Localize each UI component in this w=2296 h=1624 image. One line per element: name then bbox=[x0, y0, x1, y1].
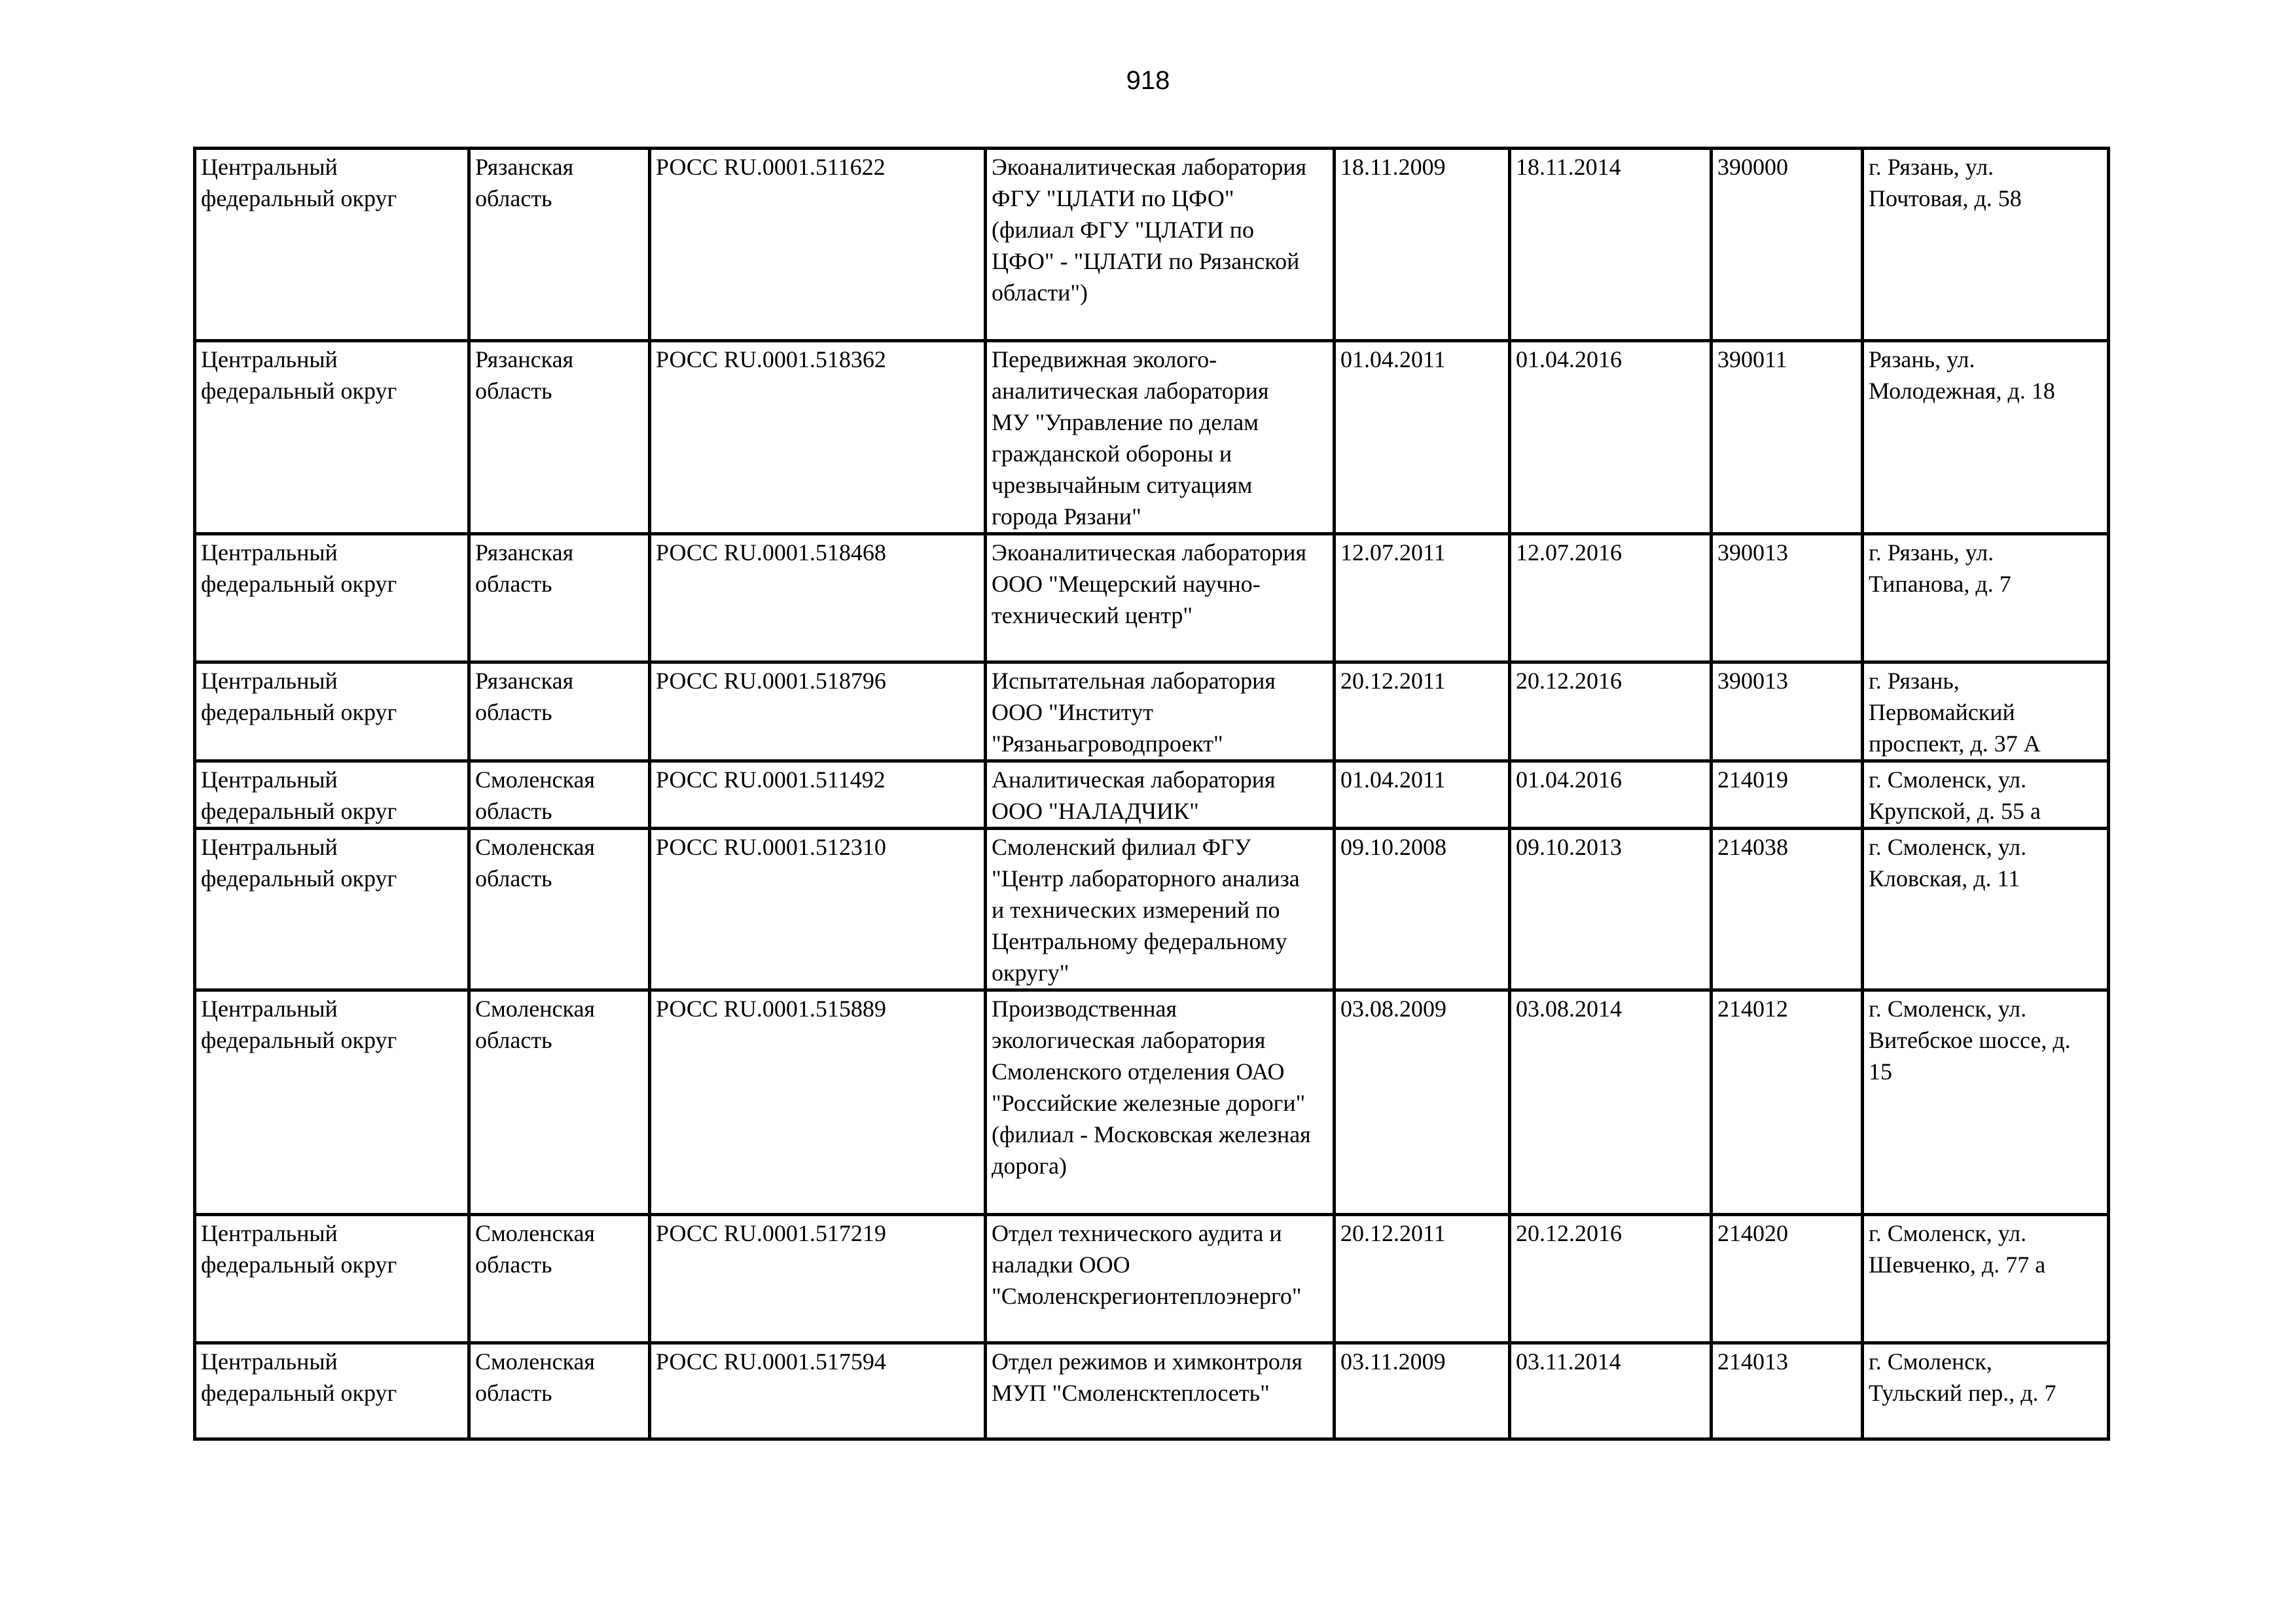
laboratory-name-cell: Экоаналитическая лаборатория ФГУ "ЦЛАТИ по ЦФО" (филиал ФГУ "ЦЛАТИ по ЦФО" - "ЦЛАТИ по Рязанской области") bbox=[986, 149, 1335, 341]
table-row bbox=[195, 534, 2109, 662]
page-number: 918 bbox=[1126, 66, 1170, 95]
laboratory-name-cell: Смоленский филиал ФГУ "Центр лабораторного анализа и технических измерений по Центральному федеральному округу" bbox=[986, 829, 1335, 990]
region-cell: Рязанская область bbox=[469, 149, 650, 341]
certificate-cell: РОСС RU.0001.517594 bbox=[650, 1343, 986, 1439]
table-row bbox=[195, 341, 2109, 534]
expiry-date-cell: 20.12.2016 bbox=[1510, 662, 1712, 761]
laboratory-name-cell: Производственная экологическая лаборатория Смоленского отделения ОАО "Российские железные дороги" (филиал - Московская железная дорога) bbox=[986, 990, 1335, 1215]
expiry-date-cell: 12.07.2016 bbox=[1510, 534, 1712, 662]
table-row bbox=[195, 829, 2109, 990]
postcode-cell: 390011 bbox=[1712, 341, 1863, 534]
region-cell: Рязанская область bbox=[469, 341, 650, 534]
table-row bbox=[195, 662, 2109, 761]
region-cell: Смоленская область bbox=[469, 829, 650, 990]
region-cell: Смоленская область bbox=[469, 1343, 650, 1439]
expiry-date-cell: 03.11.2014 bbox=[1510, 1343, 1712, 1439]
laboratory-name-cell: Экоаналитическая лаборатория ООО "Мещерский научно- технический центр" bbox=[986, 534, 1335, 662]
certificate-cell: РОСС RU.0001.518796 bbox=[650, 662, 986, 761]
laboratory-name-cell: Отдел режимов и химконтроля МУП "Смоленсктеплосеть" bbox=[986, 1343, 1335, 1439]
table-row bbox=[195, 149, 2109, 341]
issue-date-cell: 03.11.2009 bbox=[1335, 1343, 1510, 1439]
issue-date-cell: 01.04.2011 bbox=[1335, 341, 1510, 534]
address-cell: г. Смоленск, ул. Кловская, д. 11 bbox=[1863, 829, 2109, 990]
certificate-cell: РОСС RU.0001.518468 bbox=[650, 534, 986, 662]
address-cell: г. Смоленск, ул. Шевченко, д. 77 а bbox=[1863, 1215, 2109, 1343]
issue-date-cell: 18.11.2009 bbox=[1335, 149, 1510, 341]
district-cell: Центральный федеральный округ bbox=[195, 829, 469, 990]
district-cell: Центральный федеральный округ bbox=[195, 662, 469, 761]
issue-date-cell: 12.07.2011 bbox=[1335, 534, 1510, 662]
address-cell: г. Рязань, Первомайский проспект, д. 37 А bbox=[1863, 662, 2109, 761]
laboratory-name-cell: Передвижная эколого- аналитическая лаборатория МУ "Управление по делам гражданской обороны и чрезвычайным ситуациям города Рязани" bbox=[986, 341, 1335, 534]
expiry-date-cell: 01.04.2016 bbox=[1510, 341, 1712, 534]
region-cell: Рязанская область bbox=[469, 534, 650, 662]
table-row bbox=[195, 990, 2109, 1215]
table-row bbox=[195, 1215, 2109, 1343]
address-cell: Рязань, ул. Молодежная, д. 18 bbox=[1863, 341, 2109, 534]
region-cell: Смоленская область bbox=[469, 761, 650, 829]
postcode-cell: 390000 bbox=[1712, 149, 1863, 341]
expiry-date-cell: 09.10.2013 bbox=[1510, 829, 1712, 990]
address-cell: г. Смоленск, Тульский пер., д. 7 bbox=[1863, 1343, 2109, 1439]
postcode-cell: 390013 bbox=[1712, 662, 1863, 761]
district-cell: Центральный федеральный округ bbox=[195, 1343, 469, 1439]
postcode-cell: 214038 bbox=[1712, 829, 1863, 990]
postcode-cell: 214020 bbox=[1712, 1215, 1863, 1343]
district-cell: Центральный федеральный округ bbox=[195, 1215, 469, 1343]
district-cell: Центральный федеральный округ bbox=[195, 149, 469, 341]
certificate-cell: РОСС RU.0001.518362 bbox=[650, 341, 986, 534]
expiry-date-cell: 18.11.2014 bbox=[1510, 149, 1712, 341]
certificate-cell: РОСС RU.0001.515889 bbox=[650, 990, 986, 1215]
region-cell: Смоленская область bbox=[469, 1215, 650, 1343]
table-row bbox=[195, 761, 2109, 829]
issue-date-cell: 03.08.2009 bbox=[1335, 990, 1510, 1215]
district-cell: Центральный федеральный округ bbox=[195, 534, 469, 662]
address-cell: г. Рязань, ул. Типанова, д. 7 bbox=[1863, 534, 2109, 662]
certificate-cell: РОСС RU.0001.517219 bbox=[650, 1215, 986, 1343]
expiry-date-cell: 03.08.2014 bbox=[1510, 990, 1712, 1215]
expiry-date-cell: 01.04.2016 bbox=[1510, 761, 1712, 829]
district-cell: Центральный федеральный округ bbox=[195, 990, 469, 1215]
postcode-cell: 214012 bbox=[1712, 990, 1863, 1215]
issue-date-cell: 01.04.2011 bbox=[1335, 761, 1510, 829]
region-cell: Рязанская область bbox=[469, 662, 650, 761]
address-cell: г. Смоленск, ул. Витебское шоссе, д. 15 bbox=[1863, 990, 2109, 1215]
district-cell: Центральный федеральный округ bbox=[195, 761, 469, 829]
table-row bbox=[195, 1343, 2109, 1439]
laboratory-name-cell: Отдел технического аудита и наладки ООО "Смоленскрегионтеплоэнерго" bbox=[986, 1215, 1335, 1343]
certificate-cell: РОСС RU.0001.512310 bbox=[650, 829, 986, 990]
certificate-cell: РОСС RU.0001.511492 bbox=[650, 761, 986, 829]
address-cell: г. Рязань, ул. Почтовая, д. 58 bbox=[1863, 149, 2109, 341]
issue-date-cell: 09.10.2008 bbox=[1335, 829, 1510, 990]
address-cell: г. Смоленск, ул. Крупской, д. 55 а bbox=[1863, 761, 2109, 829]
expiry-date-cell: 20.12.2016 bbox=[1510, 1215, 1712, 1343]
region-cell: Смоленская область bbox=[469, 990, 650, 1215]
issue-date-cell: 20.12.2011 bbox=[1335, 662, 1510, 761]
laboratory-name-cell: Испытательная лаборатория ООО "Институт "Рязаньагроводпроект" bbox=[986, 662, 1335, 761]
certificate-cell: РОСС RU.0001.511622 bbox=[650, 149, 986, 341]
district-cell: Центральный федеральный округ bbox=[195, 341, 469, 534]
postcode-cell: 214019 bbox=[1712, 761, 1863, 829]
issue-date-cell: 20.12.2011 bbox=[1335, 1215, 1510, 1343]
laboratory-registry-table bbox=[193, 147, 2110, 1441]
postcode-cell: 390013 bbox=[1712, 534, 1863, 662]
laboratory-name-cell: Аналитическая лаборатория ООО "НАЛАДЧИК" bbox=[986, 761, 1335, 829]
postcode-cell: 214013 bbox=[1712, 1343, 1863, 1439]
